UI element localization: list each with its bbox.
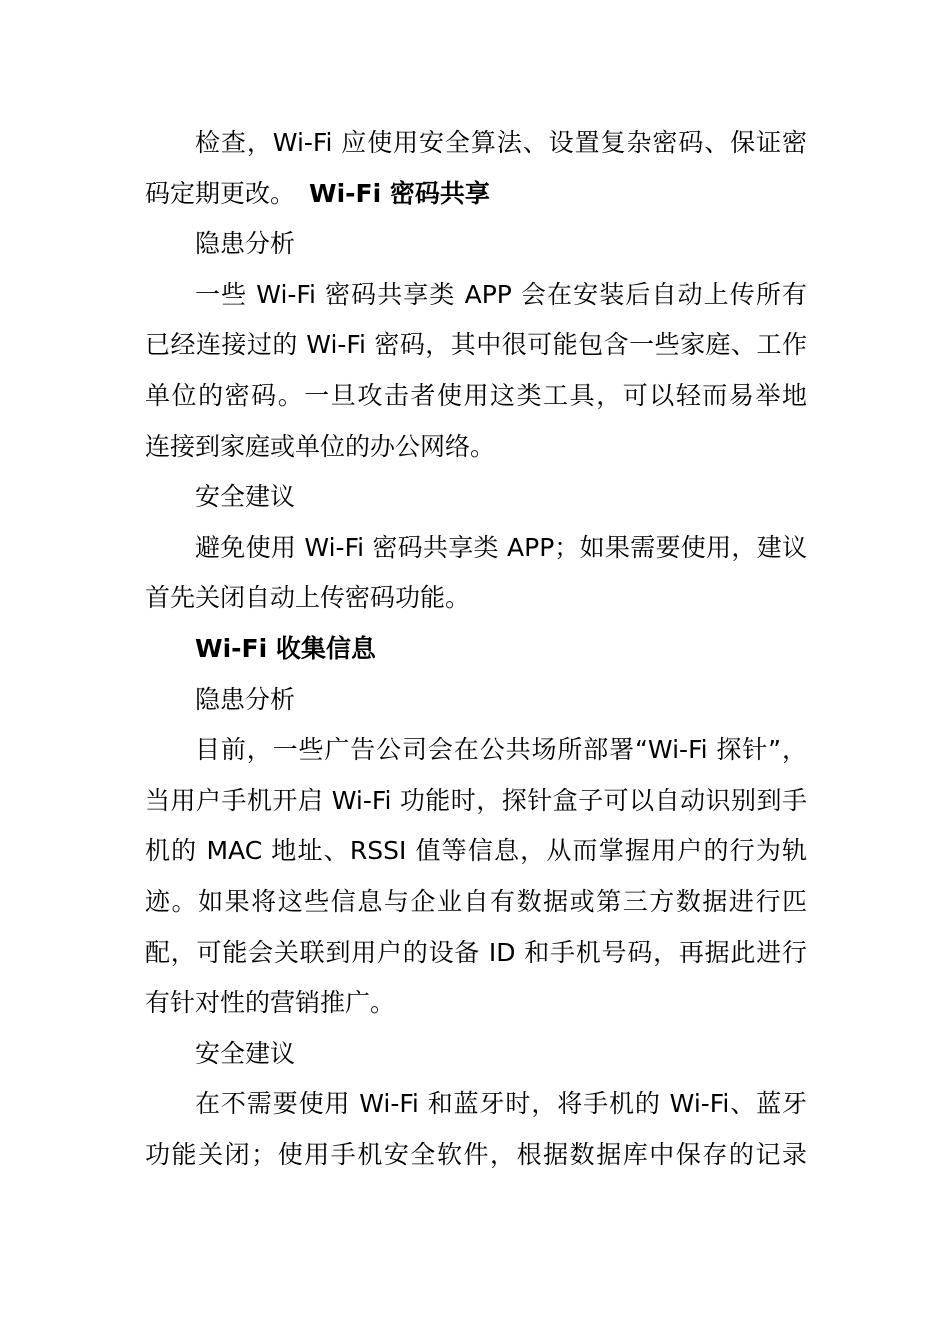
paragraph-line: 目前，一些广告公司会在公共场所部署“Wi-Fi 探针”， xyxy=(195,735,807,765)
document-page xyxy=(145,118,807,1180)
section-heading-wifi-info-collection: Wi-Fi 收集信息 xyxy=(195,633,376,663)
paragraph-line xyxy=(145,169,807,220)
paragraph-line: 已经连接过的 Wi-Fi 密码，其中很可能包含一些家庭、工作 xyxy=(145,330,807,360)
paragraph-line: 机的 MAC 地址、RSSI 值等信息，从而掌握用户的行为轨 xyxy=(145,836,807,866)
paragraph-line: 配，可能会关联到用户的设备 ID 和手机号码，再据此进行 xyxy=(145,937,807,967)
paragraph-line: 单位的密码。一旦攻击者使用这类工具，可以轻而易举地 xyxy=(145,380,807,410)
paragraph-line: 避免使用 Wi-Fi 密码共享类 APP；如果需要使用，建议 xyxy=(195,532,807,562)
paragraph-line: 有针对性的营销推广。 xyxy=(145,988,396,1018)
paragraph-line: 在不需要使用 Wi-Fi 和蓝牙时，将手机的 Wi-Fi、蓝牙 xyxy=(195,1089,807,1119)
subheading-security-advice: 安全建议 xyxy=(195,1038,296,1068)
subheading-risk-analysis: 隐患分析 xyxy=(195,684,296,714)
paragraph-line: 首先关闭自动上传密码功能。 xyxy=(145,583,471,613)
subheading-risk-analysis: 隐患分析 xyxy=(195,229,296,259)
paragraph-line: 一些 Wi-Fi 密码共享类 APP 会在安装后自动上传所有 xyxy=(195,279,807,309)
paragraph-line: 连接到家庭或单位的办公网络。 xyxy=(145,431,496,461)
paragraph-line: 当用户手机开启 Wi-Fi 功能时，探针盒子可以自动识别到手 xyxy=(145,785,807,815)
paragraph-text: 码定期更改。 xyxy=(145,178,296,208)
section-heading-wifi-password-sharing: Wi-Fi 密码共享 xyxy=(309,178,490,208)
paragraph-line: 迹。如果将这些信息与企业自有数据或第三方数据进行匹 xyxy=(145,886,807,916)
paragraph-line: 功能关闭；使用手机安全软件，根据数据库中保存的记录 xyxy=(145,1139,807,1169)
subheading-security-advice: 安全建议 xyxy=(195,482,296,512)
paragraph-line: 检查，Wi-Fi 应使用安全算法、设置复杂密码、保证密 xyxy=(195,128,807,157)
